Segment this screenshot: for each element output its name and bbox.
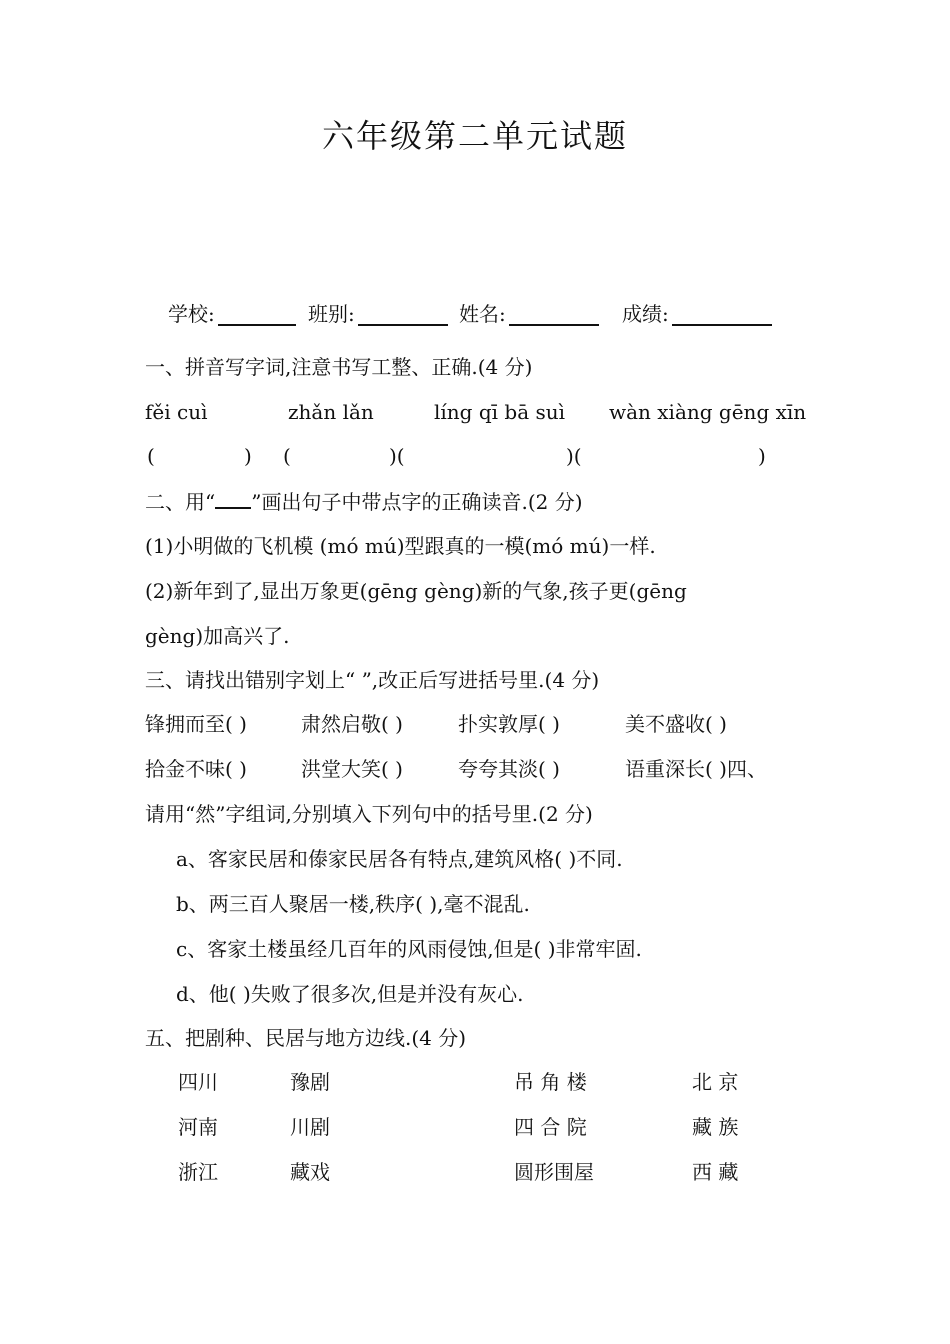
q5-place: 浙江 (178, 1160, 218, 1184)
q5-place: 河南 (178, 1115, 218, 1139)
q5-region: 北 京 (692, 1070, 739, 1094)
q4-item-d: d、他( )失败了很多次,但是并没有灰心. (176, 982, 524, 1006)
q3-item: 肃然启敬( ) (301, 712, 403, 736)
q3-item: 拾金不味( ) (145, 757, 247, 781)
q4-item-c: c、客家土楼虽经几百年的风雨侵蚀,但是( )非常牢固. (176, 937, 642, 961)
q5-dwelling: 四 合 院 (514, 1115, 587, 1139)
q5-region: 西 藏 (692, 1160, 739, 1184)
q2-line-1: (1)小明做的飞机模 (mó mú)型跟真的一模(mó mú)一样. (145, 534, 656, 558)
q5-opera: 藏戏 (290, 1160, 330, 1184)
underline-sample (215, 491, 251, 509)
name-label: 姓名: (459, 302, 506, 326)
class-label: 班别: (308, 302, 355, 326)
q1-heading: 一、拼音写字词,注意书写工整、正确.(4 分) (145, 355, 533, 379)
q1-paren: )( (566, 444, 582, 468)
q5-heading: 五、把剧种、民居与地方边线.(4 分) (145, 1026, 467, 1050)
q3-item: 美不盛收( ) (625, 712, 727, 736)
q2-heading-pre: 二、用“ (145, 490, 216, 514)
q5-opera: 川剧 (290, 1115, 330, 1139)
q1-paren: ( (147, 444, 155, 468)
class-field[interactable] (358, 306, 448, 326)
score-label: 成绩: (622, 302, 669, 326)
q2-heading (145, 491, 583, 512)
q1-pinyin-2: zhǎn lǎn (288, 400, 374, 424)
name-field[interactable] (509, 306, 599, 326)
q3-item: 扑实敦厚( ) (458, 712, 560, 736)
q2-heading-post: ”画出句子中带点字的正确读音.(2 分) (251, 490, 583, 514)
q4-item-b: b、两三百人聚居一楼,秩序( ),毫不混乱. (176, 892, 530, 916)
q5-dwelling: 吊 角 楼 (514, 1070, 587, 1094)
q3-item: 夸夸其淡( ) (458, 757, 560, 781)
q3-item: 锋拥而至( ) (145, 712, 247, 736)
q5-dwelling: 圆形围屋 (514, 1160, 594, 1184)
q5-opera: 豫剧 (290, 1070, 330, 1094)
q4-heading: 请用“然”字组词,分别填入下列句中的括号里.(2 分) (145, 802, 593, 826)
q5-place: 四川 (178, 1070, 218, 1094)
school-field[interactable] (218, 306, 296, 326)
q1-pinyin-4: wàn xiàng gēng xīn (609, 400, 807, 424)
q3-item: 洪堂大笑( ) (301, 757, 403, 781)
q3-heading: 三、请找出错别字划上“ ”,改正后写进括号里.(4 分) (145, 668, 600, 692)
q3-item: 语重深长( )四、 (625, 757, 767, 781)
q2-line-3: gèng)加高兴了. (145, 624, 290, 648)
q1-paren: ( (283, 444, 291, 468)
q1-paren: ) (758, 444, 766, 468)
q5-region: 藏 族 (692, 1115, 739, 1139)
q2-line-2: (2)新年到了,显出万象更(gēng gèng)新的气象,孩子更(gēng (145, 579, 687, 603)
page-title: 六年级第二单元试题 (321, 117, 628, 155)
q1-pinyin-1: fěi cuì (145, 400, 208, 424)
q1-paren: ) (244, 444, 252, 468)
score-field[interactable] (672, 306, 772, 326)
q1-paren: )( (389, 444, 405, 468)
q4-item-a: a、客家民居和傣家民居各有特点,建筑风格( )不同. (176, 847, 623, 871)
school-label: 学校: (168, 302, 215, 326)
q1-pinyin-3: líng qī bā suì (434, 400, 566, 424)
